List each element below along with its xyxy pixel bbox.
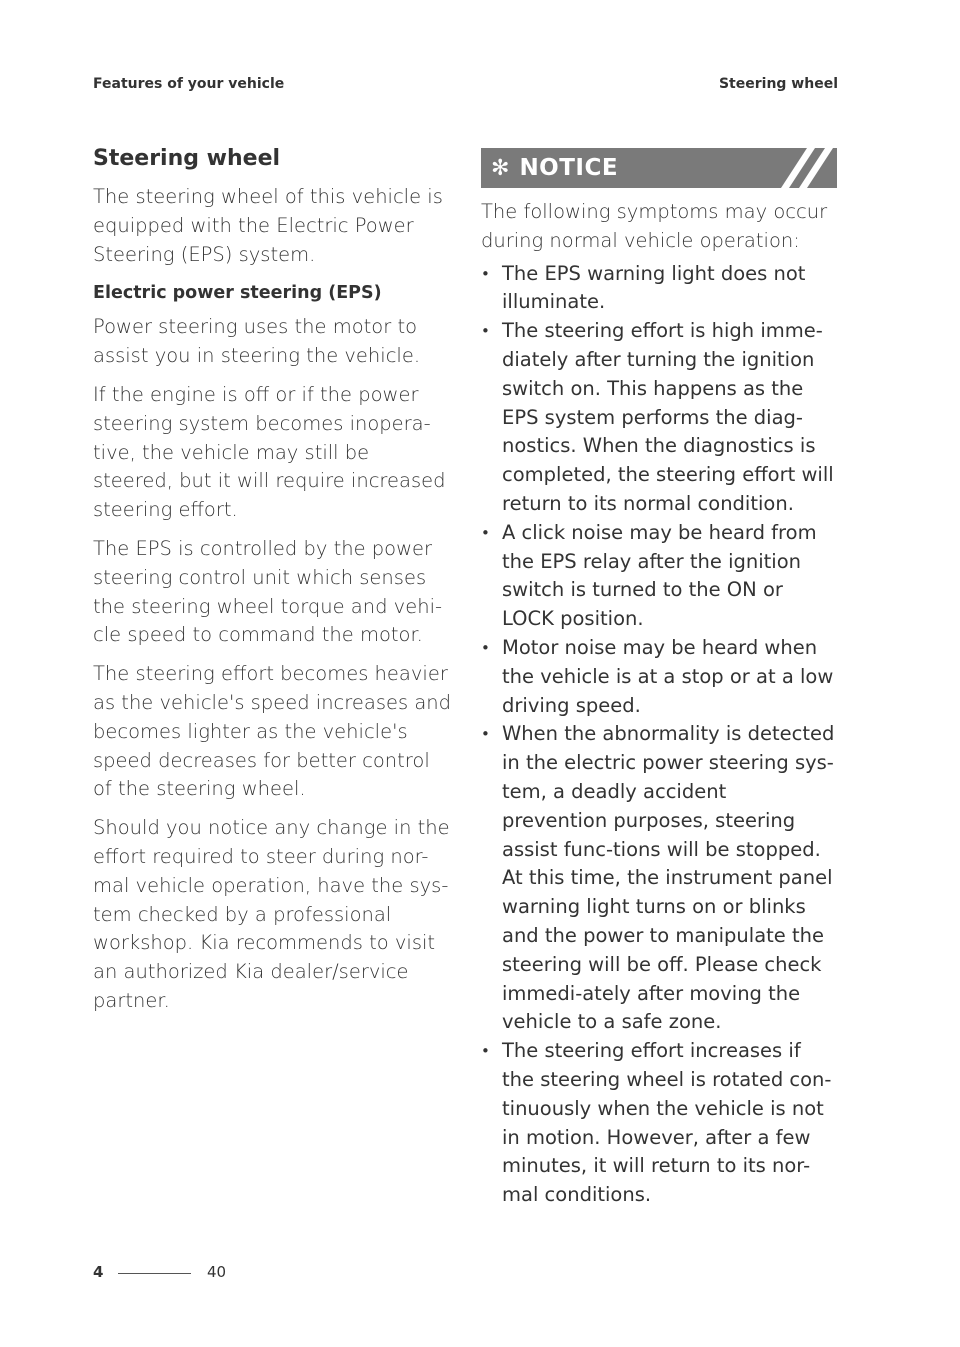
body-paragraph: If the engine is off or if the power steering system becomes inopera-tive, the vehicle may still be steered, but it will require increased steering effort. — [93, 382, 446, 522]
footer-divider — [118, 1273, 191, 1274]
bullet-icon: • — [481, 264, 490, 283]
notice-list — [481, 260, 837, 1210]
list-item-text: A click noise may be heard from the EPS relay after the ignition switch is turned to the ON or LOCK position. — [502, 520, 817, 631]
stripes-decoration-icon — [771, 148, 837, 188]
list-item-text: When the abnormality is detected in the electric power steering sys-tem, a deadly accident prevention purposes, steering assist func-tions will be stopped. At this time, the instrument panel warning light turns on or blinks and the power to manipulate the steering will be off. Please check immedi-ately after moving the vehicle to a safe zone. — [502, 722, 835, 1034]
intro-paragraph: The steering wheel of this vehicle is equipped with the Electric Power Steering (EPS) system. — [93, 185, 443, 266]
bullet-icon: • — [481, 725, 490, 744]
bullet-icon: • — [481, 638, 490, 657]
list-item — [481, 260, 837, 318]
bullet-icon: • — [481, 523, 490, 542]
list-item-text: Motor noise may be heard when the vehicle is at a stop or at a low driving speed. — [502, 635, 834, 717]
asterisk-icon: ✻ — [491, 155, 510, 181]
list-item — [481, 519, 837, 634]
body-paragraph: The steering effort becomes heavier as the vehicle's speed increases and becomes lighter as the vehicle's speed decreases for better control of the steering wheel. — [93, 662, 452, 801]
running-header-topic: Steering wheel — [718, 76, 838, 92]
notice-intro: The following symptoms may occur during normal vehicle operation: — [481, 200, 828, 252]
body-paragraph: Power steering uses the motor to assist you in steering the vehicle. — [93, 315, 421, 368]
bullet-icon: • — [481, 322, 490, 341]
chapter-number: 4 — [93, 1263, 104, 1281]
right-column — [481, 148, 837, 1210]
notice-banner — [481, 148, 837, 188]
notice-title: NOTICE — [519, 155, 619, 181]
list-item — [481, 720, 837, 1037]
subsection-title: Electric power steering (EPS) — [93, 283, 382, 304]
list-item-text: The EPS warning light does not illuminate. — [502, 261, 806, 314]
body-paragraph: The EPS is controlled by the power steering control unit which senses the steering wheel torque and vehi-cle speed to command the motor. — [93, 536, 443, 647]
running-header-section: Features of your vehicle — [93, 76, 285, 92]
list-item — [481, 634, 837, 720]
list-item — [481, 317, 837, 519]
section-title: Steering wheel — [93, 146, 281, 171]
bullet-icon: • — [481, 1042, 490, 1061]
page-number: 40 — [207, 1263, 227, 1281]
body-paragraph: Should you notice any change in the effort required to steer during nor-mal vehicle operation, have the sys-tem checked by a professional workshop. Kia recommends to visit an authorized Kia dealer/service partner. — [93, 816, 450, 1012]
left-column — [93, 146, 453, 1026]
list-item-text: The steering effort increases if the steering wheel is rotated con-tinuously when the vehicle is not in motion. However, after a few minutes, it will return to its nor-mal conditions. — [502, 1039, 832, 1207]
list-item — [481, 1037, 837, 1210]
list-item-text: The steering effort is high imme-diately after turning the ignition switch on. This happens as the EPS system performs the diag-nostics. When the diagnostics is completed, the steering effort will return to its normal condition. — [502, 319, 834, 515]
